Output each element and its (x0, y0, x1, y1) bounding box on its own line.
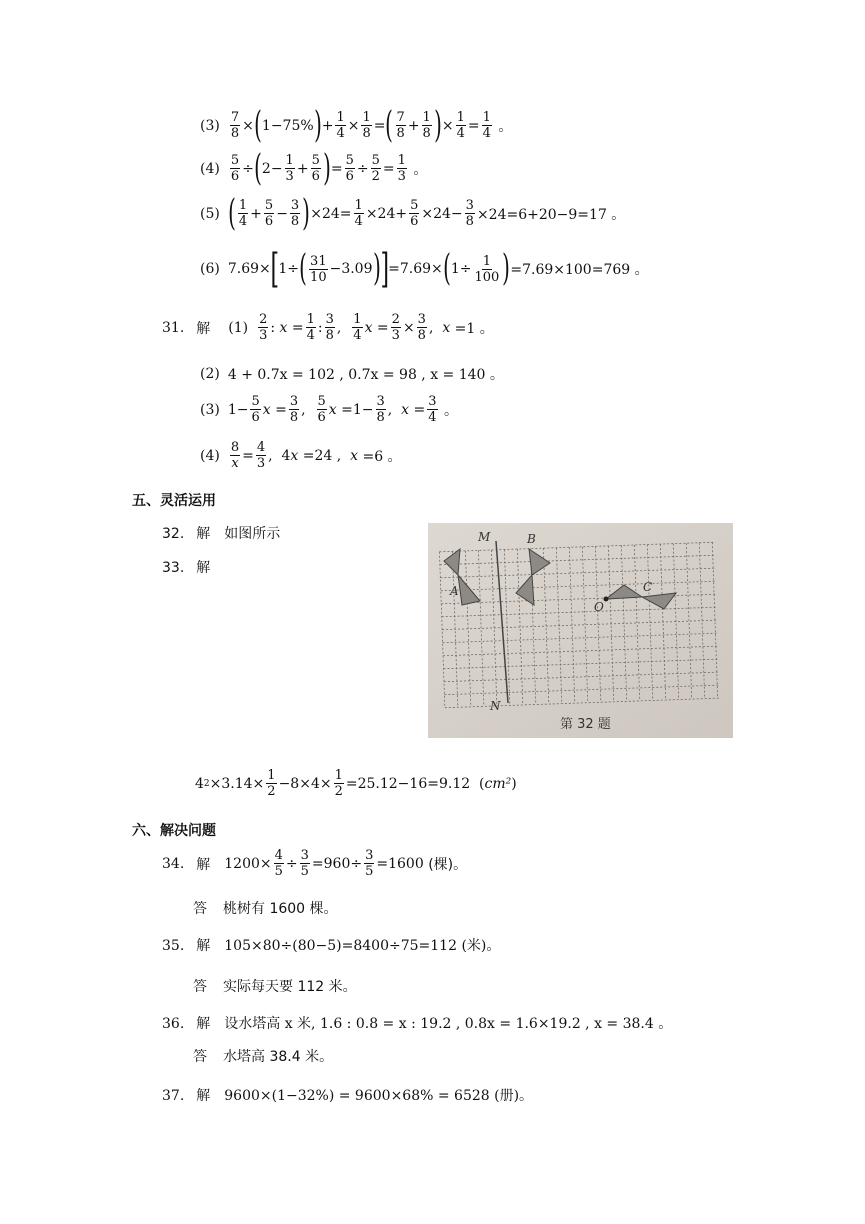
question-number: 31. (162, 319, 185, 336)
label-n: N (490, 699, 501, 713)
q31-line-4: (4) 8 x = 4 3 , 4 x =24 , x =6 。 (200, 440, 402, 471)
q37-line (162, 1085, 533, 1105)
question-number: 35. (162, 938, 185, 954)
point-o (604, 597, 609, 602)
q35-line (162, 935, 500, 955)
item-label: (4) (200, 160, 220, 177)
q36-line (162, 1013, 672, 1033)
q31-line-1: 31. 解 (1) 2 3 : x = 1 4 : 3 8 , 1 4 x = 2 3 × 3 8 , x =1 。 (162, 312, 494, 343)
section-heading-5: 五、灵活运用 (132, 493, 216, 509)
solution-mark: 解 (196, 856, 211, 873)
question-number: 37. (162, 1088, 185, 1104)
solution-mark: 解 (196, 560, 211, 576)
label-b: B (527, 532, 536, 546)
item-label: (2) (200, 366, 220, 382)
q34-line: 34. 解 1200× 4 5 ÷ 3 5 =960÷ 3 5 =1600 (棵)。 (162, 848, 468, 879)
q31-line-2 (200, 364, 504, 384)
q31-line-3: (3) 1− 5 6 x = 3 8 , 5 6 x =1− 3 8 , x = 3 4 。 (200, 394, 458, 425)
label-a: A (450, 584, 459, 598)
q37-formula: 9600×(1−32%) = 9600×68% = 6528 (册)。 (224, 1088, 534, 1104)
q35-formula: 105×80÷(80−5)=8400÷75=112 (米)。 (224, 938, 501, 954)
item-label: (6) (200, 261, 220, 277)
q33-line (162, 557, 210, 577)
label-c: C (643, 580, 653, 594)
q32-text: 如图所示 (224, 526, 281, 542)
item-label: (3) (200, 401, 220, 418)
q36-text: 设水塔高 x 米, 1.6 : 0.8 = x : 19.2 , 0.8x = 1.6×19.2 , x = 38.4 。 (224, 1016, 673, 1032)
figure-32-photo (428, 523, 733, 738)
item-label: (5) (200, 205, 220, 222)
solution-mark: 解 (196, 526, 211, 542)
solution-mark: 解 (196, 1016, 211, 1032)
item-label: (3) (200, 117, 220, 134)
question-number: 33. (162, 560, 185, 576)
q34-answer (193, 898, 338, 918)
question-number: 32. (162, 526, 185, 542)
q31-2-text: 4 + 0.7x = 102 , 0.7x = 98 , x = 140 。 (227, 367, 504, 383)
q35-answer (193, 976, 357, 996)
question-number: 36. (162, 1016, 185, 1032)
q32-line (162, 523, 280, 543)
grid-figure (428, 523, 733, 738)
answer-mark: 答 (193, 979, 207, 995)
item-5-equation: (5) ( 1 4 + 5 6 − 3 8 ) ×24= 1 4 ×24+ 5 6 ×24− 3 8 ×24=6+20−9=17 。 (200, 192, 626, 234)
answer-text: 水塔高 38.4 米。 (223, 1049, 334, 1065)
item-4-equation: (4) 5 6 ÷ ( 2− 1 3 + 5 6 ) = 5 6 ÷ 5 2 = 1 3 。 (200, 147, 428, 189)
q36-answer (193, 1046, 333, 1066)
item-label: (4) (200, 447, 220, 464)
label-o: O (594, 600, 604, 614)
q33-formula: 4 2 ×3.14× 1 2 −8×4× 1 2 =25.12−16=9.12 ( cm² ) (195, 768, 517, 799)
solution-mark: 解 (196, 1088, 211, 1104)
answer-mark: 答 (193, 1049, 207, 1065)
item-label: (1) (228, 319, 249, 336)
figure-caption: 第 32 题 (560, 717, 611, 732)
answer-mark: 答 (193, 901, 207, 917)
item-3-equation: (3) 7 8 × ( 1−75% ) + 1 4 × 1 8 = ( 7 8 + 1 8 ) × 1 4 = 1 4 。 (200, 104, 513, 146)
label-m: M (478, 530, 491, 544)
answer-text: 实际每天要 112 米。 (223, 979, 357, 995)
question-number: 34. (162, 855, 185, 872)
unit: cm² (484, 775, 512, 792)
section-heading-6: 六、解决问题 (132, 823, 216, 839)
item-6-equation: (6) 7.69× [ 1÷ ( 31 10 −3.09 ) ] =7.69× ( 1÷ 1 100 ) =7.69×100=769 。 (200, 246, 649, 292)
solution-mark: 解 (196, 938, 211, 954)
answer-text: 桃树有 1600 棵。 (223, 901, 338, 917)
solution-mark: 解 (196, 320, 211, 337)
